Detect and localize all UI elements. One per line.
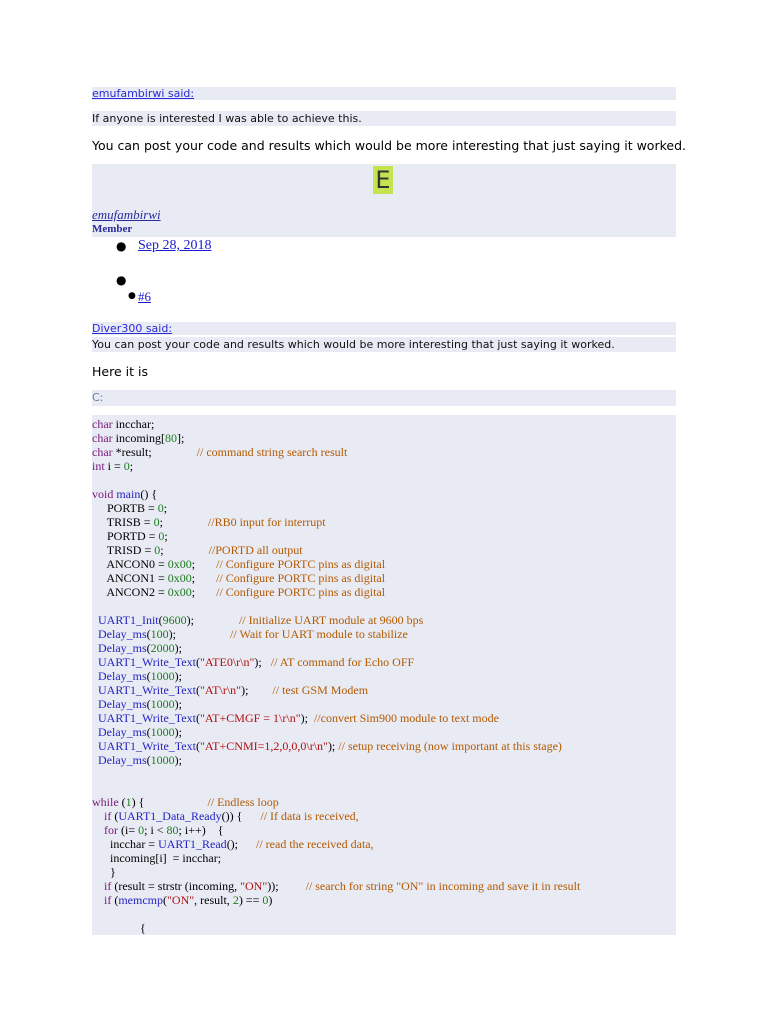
code-line: TRISD = 0; //PORTD all output bbox=[92, 543, 303, 557]
bullet-icon: ● bbox=[116, 273, 127, 287]
code-line: UART1_Write_Text("AT\r\n"); // test GSM Modem bbox=[98, 683, 369, 697]
code-line: char *result; // command string search result bbox=[92, 445, 348, 459]
code-line: Delay_ms(1000); bbox=[98, 725, 182, 739]
code-line: for (i= 0; i < 80; i++) { bbox=[104, 823, 224, 837]
quote-text: If anyone is interested I was able to achieve this. bbox=[92, 112, 362, 125]
code-line: UART1_Write_Text("ATE0\r\n"); // AT command for Echo OFF bbox=[98, 655, 415, 669]
code-line: Delay_ms(1000); bbox=[98, 697, 182, 711]
code-line: ANCON1 = 0x00; // Configure PORTC pins as digital bbox=[92, 571, 386, 585]
code-line: UART1_Init(9600); // Initialize UART module at 9600 bps bbox=[98, 613, 424, 627]
code-line: Delay_ms(2000); bbox=[98, 641, 182, 655]
code-line: int i = 0; bbox=[92, 459, 134, 473]
code-line: char incchar; bbox=[92, 417, 155, 431]
code-line: UART1_Write_Text("AT+CMGF = 1\r\n"); //convert Sim900 module to text mode bbox=[98, 711, 499, 725]
bullet-icon: ● bbox=[128, 291, 136, 301]
code-line: } bbox=[92, 865, 116, 879]
code-line: Delay_ms(100); // Wait for UART module to stabilize bbox=[98, 627, 408, 641]
bullet-icon: ● bbox=[116, 239, 127, 253]
code-line: ANCON2 = 0x00; // Configure PORTC pins as digital bbox=[92, 585, 386, 599]
post-number-link[interactable]: #6 bbox=[138, 289, 151, 304]
quote-body-band bbox=[92, 337, 676, 352]
here-it-is-text: Here it is bbox=[92, 364, 148, 379]
quote-header-band bbox=[92, 87, 676, 100]
code-line: Delay_ms(1000); bbox=[98, 753, 182, 767]
quote-author-link[interactable]: emufambirwi said: bbox=[92, 87, 195, 100]
post-date-link[interactable]: Sep 28, 2018 bbox=[138, 238, 212, 253]
code-line: incoming[i] = incchar; bbox=[92, 851, 222, 865]
user-role: Member bbox=[92, 223, 133, 235]
code-line: char incoming[80]; bbox=[92, 431, 185, 445]
code-line: UART1_Write_Text("AT+CNMI=1,2,0,0,0\r\n"); // setup receiving (now important at this stage) bbox=[98, 739, 562, 753]
code-language-label: C: bbox=[92, 391, 104, 404]
code-label-band bbox=[92, 390, 676, 406]
code-line: PORTB = 0; bbox=[92, 501, 168, 515]
code-line: void main() { bbox=[92, 487, 158, 501]
code-line: PORTD = 0; bbox=[92, 529, 168, 543]
quote-text: You can post your code and results which would be more interesting that just saying it worked. bbox=[92, 338, 615, 351]
code-line: { bbox=[92, 921, 146, 935]
code-line: TRISB = 0; //RB0 input for interrupt bbox=[92, 515, 326, 529]
code-line: incchar = UART1_Read(); // read the received data, bbox=[92, 837, 374, 851]
code-line: ANCON0 = 0x00; // Configure PORTC pins as digital bbox=[92, 557, 386, 571]
quote-header-band bbox=[92, 322, 676, 335]
quote-body-band bbox=[92, 111, 676, 126]
code-line: if (memcmp("ON", result, 2) == 0) bbox=[104, 893, 273, 907]
username-link[interactable]: emufambirwi bbox=[92, 207, 161, 222]
code-line: if (result = strstr (incoming, "ON")); // search for string "ON" in incoming and save it in result bbox=[104, 879, 581, 893]
quote-author-link[interactable]: Diver300 said: bbox=[92, 322, 173, 335]
user-avatar[interactable]: E bbox=[373, 166, 393, 194]
code-line: while (1) { // Endless loop bbox=[92, 795, 279, 809]
code-line: if (UART1_Data_Ready()) { // If data is received, bbox=[104, 809, 359, 823]
code-line: Delay_ms(1000); bbox=[98, 669, 182, 683]
reply-text: You can post your code and results which would be more interesting that just saying it worked. bbox=[92, 138, 686, 153]
